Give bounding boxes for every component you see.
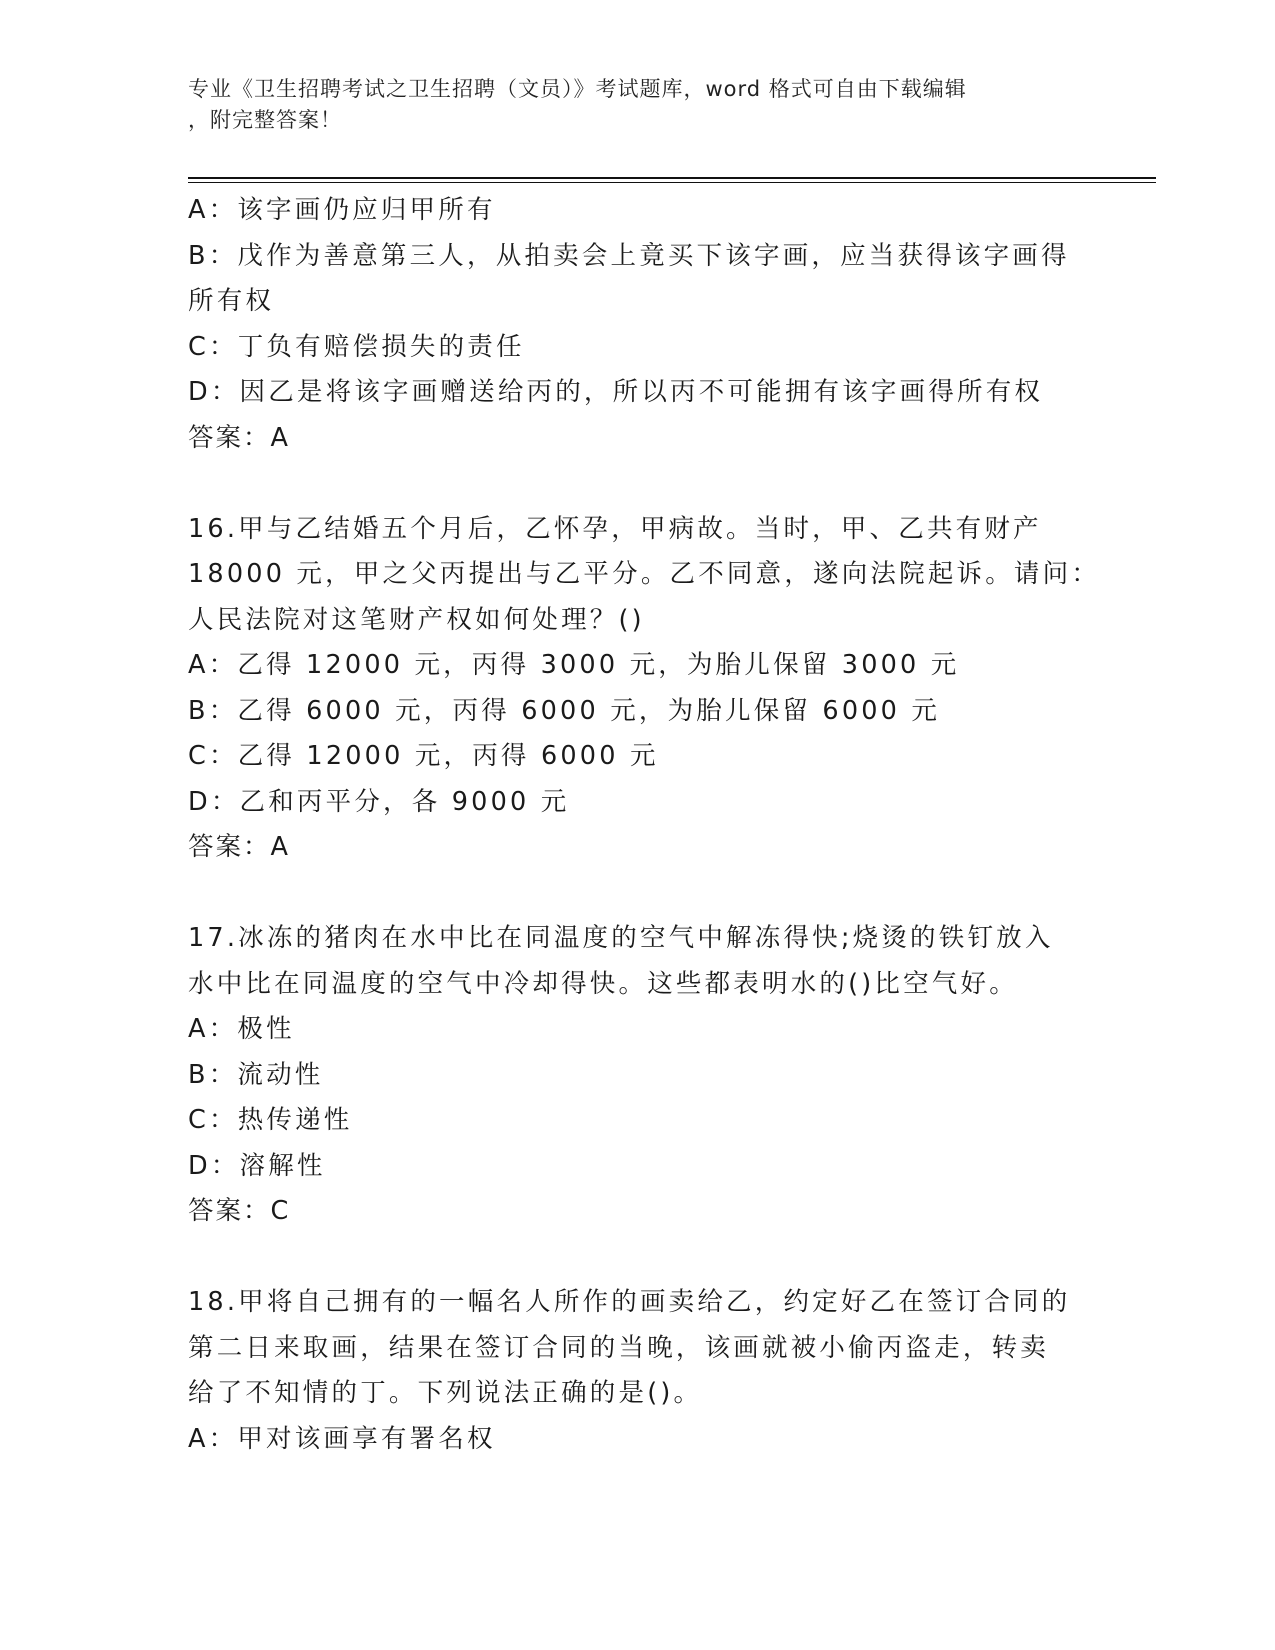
q17-stem-line-1: 17.冰冻的猪肉在水中比在同温度的空气中解冻得快;烧烫的铁钉放入 <box>188 923 1054 953</box>
q15-option-a: A：该字画仍应归甲所有 <box>188 195 496 225</box>
header-line-2: ，附完整答案！ <box>188 108 342 132</box>
question-content <box>188 188 1101 1462</box>
q16-option-d: D：乙和丙平分，各 9000 元 <box>188 786 570 817</box>
q15-option-b-line-2: 所有权 <box>188 286 275 316</box>
spacer <box>188 461 1088 507</box>
header-divider-thin <box>188 182 1156 183</box>
q15-option-c: C：丁负有赔偿损失的责任 <box>188 331 525 362</box>
q17-option-b: B：流动性 <box>188 1059 324 1090</box>
q18-stem-line-3: 给了不知情的丁。下列说法正确的是()。 <box>188 1378 703 1408</box>
spacer <box>188 871 1088 917</box>
q15-option-b-line-1: B：戊作为善意第三人，从拍卖会上竟买下该字画，应当获得该字画得 <box>188 240 1070 271</box>
question-15-block <box>188 188 1088 461</box>
q16-answer: 答案：A <box>188 832 290 862</box>
q17-stem-line-2: 水中比在同温度的空气中冷却得快。这些都表明水的()比空气好。 <box>188 968 1018 999</box>
q16-stem-line-1: 16.甲与乙结婚五个月后，乙怀孕，甲病故。当时，甲、乙共有财产 <box>188 513 1042 544</box>
q17-answer: 答案：C <box>188 1196 291 1226</box>
q18-stem-line-2: 第二日来取画，结果在签订合同的当晚，该画就被小偷丙盗走，转卖 <box>188 1332 1050 1363</box>
spacer <box>188 1235 1088 1281</box>
q16-option-b: B：乙得 6000 元，丙得 6000 元，为胎儿保留 6000 元 <box>188 695 941 726</box>
document-header <box>188 74 1078 136</box>
q17-option-c: C：热传递性 <box>188 1105 353 1135</box>
q17-option-d: D：溶解性 <box>188 1150 326 1181</box>
header-line-1: 专业《卫生招聘考试之卫生招聘（文员）》考试题库，word 格式可自由下载编辑 <box>188 77 967 101</box>
q16-stem-line-2: 18000 元，甲之父丙提出与乙平分。乙不同意，遂向法院起诉。请问： <box>188 559 1101 589</box>
q16-option-c: C：乙得 12000 元，丙得 6000 元 <box>188 741 659 771</box>
q17-option-a: A：极性 <box>188 1014 295 1044</box>
q15-option-d: D：因乙是将该字画赠送给丙的，所以丙不可能拥有该字画得所有权 <box>188 377 1044 407</box>
q15-answer: 答案：A <box>188 422 290 453</box>
question-16-block <box>188 507 1101 871</box>
q16-option-a: A：乙得 12000 元，丙得 3000 元，为胎儿保留 3000 元 <box>188 650 960 680</box>
q18-option-a: A：甲对该画享有署名权 <box>188 1423 496 1454</box>
question-18-block <box>188 1280 1088 1462</box>
header-divider-thick <box>188 177 1156 179</box>
question-17-block <box>188 916 1088 1235</box>
q16-stem-line-3: 人民法院对这笔财产权如何处理？() <box>188 604 645 635</box>
q18-stem-line-1: 18.甲将自己拥有的一幅名人所作的画卖给乙，约定好乙在签订合同的 <box>188 1287 1071 1317</box>
